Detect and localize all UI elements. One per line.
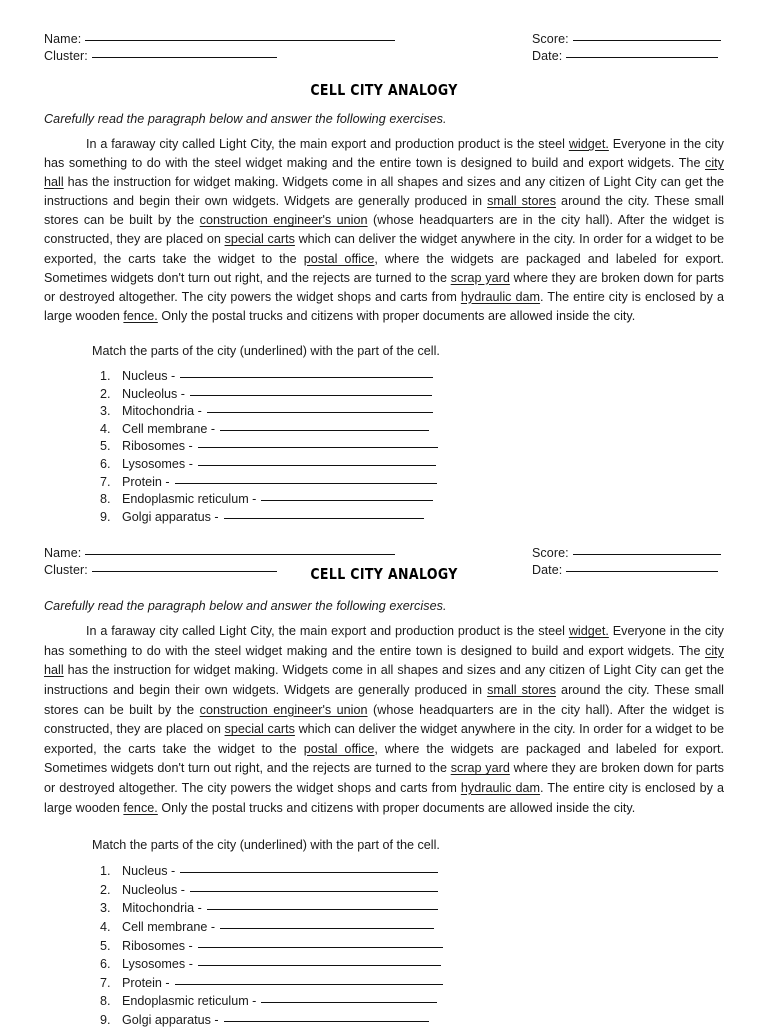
date-label-1: Date: bbox=[532, 49, 563, 63]
answer-item bbox=[100, 438, 724, 456]
answer-item bbox=[100, 974, 724, 993]
score-label-2: Score: bbox=[532, 546, 569, 561]
answer-item bbox=[100, 918, 724, 937]
answer-item-label: Nucleus - bbox=[122, 368, 176, 383]
key-term: scrap yard bbox=[450, 761, 510, 776]
answer-item-input[interactable] bbox=[224, 1021, 429, 1022]
answer-item-number: 9. bbox=[100, 1012, 111, 1027]
score-field-row-2 bbox=[532, 545, 724, 562]
paragraph-text: where they are broken down for parts or destroyed altogether. The city powers the widget shops and carts from bbox=[44, 761, 724, 796]
key-term: construction engineer's union bbox=[199, 702, 368, 717]
answer-item bbox=[100, 992, 724, 1011]
answer-item-input[interactable] bbox=[198, 447, 438, 448]
answer-item-input[interactable] bbox=[207, 909, 438, 910]
answer-item-input[interactable] bbox=[220, 430, 429, 431]
answer-item-input[interactable] bbox=[180, 872, 438, 873]
answer-item-input[interactable] bbox=[224, 518, 424, 519]
paragraph-text: around the city. These small stores can be built by the bbox=[44, 683, 725, 717]
match-instruction-1: Match the parts of the city (underlined) with the part of the cell. bbox=[92, 343, 440, 358]
paragraph-text: Only the postal trucks and citizens with proper documents are allowed inside the city. bbox=[157, 800, 636, 815]
answer-item-number: 9. bbox=[100, 509, 111, 524]
answer-item-label: Mitochondria - bbox=[122, 404, 202, 419]
key-term: construction engineer's union bbox=[199, 213, 368, 228]
instruction-text-2: Carefully read the paragraph below and answer the following exercises. bbox=[44, 599, 447, 614]
answer-item-input[interactable] bbox=[198, 965, 441, 966]
answer-item-label: Lysosomes - bbox=[122, 957, 193, 972]
cluster-label-1: Cluster: bbox=[44, 49, 88, 63]
answer-item-input[interactable] bbox=[261, 500, 433, 501]
paragraph-text: Everyone in the city has something to do with the steel widget making and the entire town is designed to build and export widgets. The bbox=[44, 137, 724, 171]
cluster-field-row-1 bbox=[44, 48, 452, 65]
answer-item-input[interactable] bbox=[175, 984, 443, 985]
key-term: special carts bbox=[224, 232, 295, 247]
date-input-1[interactable] bbox=[566, 57, 718, 58]
key-term: scrap yard bbox=[450, 270, 510, 285]
paragraph-text: which can deliver the widget anywhere in the city. In order for a widget to be exported, the carts take the widget to the bbox=[44, 232, 724, 266]
answer-item bbox=[100, 509, 724, 527]
key-term: fence. bbox=[123, 308, 158, 323]
name-label-1: Name: bbox=[44, 32, 82, 46]
paragraph-text: around the city. These small stores can be built by the bbox=[44, 194, 725, 228]
answer-item-label: Protein - bbox=[122, 975, 170, 990]
answer-item-number: 1. bbox=[100, 368, 111, 383]
key-term: postal office bbox=[303, 741, 375, 756]
story-paragraph-1 bbox=[44, 135, 724, 326]
answer-item-label: Golgi apparatus - bbox=[122, 509, 219, 524]
paragraph-text: . The entire city is enclosed by a large wooden bbox=[44, 289, 724, 323]
answer-item-number: 3. bbox=[100, 404, 111, 419]
header-right-column-1 bbox=[520, 31, 724, 65]
key-term: special carts bbox=[224, 722, 295, 737]
answer-item bbox=[100, 899, 724, 918]
name-input-2[interactable] bbox=[85, 554, 395, 555]
paragraph-text: Everyone in the city has something to do with the steel widget making and the entire town is designed to build and export widgets. The bbox=[44, 624, 724, 658]
answer-item-number: 4. bbox=[100, 920, 111, 934]
answer-item-label: Endoplasmic reticulum - bbox=[122, 492, 257, 507]
answer-item-input[interactable] bbox=[190, 891, 438, 892]
paragraph-text: which can deliver the widget anywhere in the city. In order for a widget to be exported, the carts take the widget to the bbox=[44, 722, 724, 756]
paragraph-text: has the instruction for widget making. Widgets come in all shapes and sizes and any citizen of Light City can get the instructions and begin their own widgets. Widgets are generally produced in bbox=[44, 663, 724, 698]
answer-item-number: 6. bbox=[100, 456, 111, 471]
score-field-row-1 bbox=[532, 31, 724, 48]
instruction-text-1: Carefully read the paragraph below and answer the following exercises. bbox=[44, 112, 447, 126]
cluster-label-2: Cluster: bbox=[44, 563, 88, 578]
name-field-row-2 bbox=[44, 545, 452, 562]
answer-item-input[interactable] bbox=[190, 395, 432, 396]
key-term: small stores bbox=[487, 683, 557, 698]
key-term: fence. bbox=[123, 800, 158, 815]
match-instruction-2: Match the parts of the city (underlined) with the part of the cell. bbox=[92, 838, 440, 853]
answer-item-label: Nucleolus - bbox=[122, 882, 185, 897]
answer-item-number: 1. bbox=[100, 864, 111, 879]
answer-item-number: 4. bbox=[100, 421, 111, 436]
key-term: hydraulic dam bbox=[460, 289, 541, 304]
paragraph-text: (whose headquarters are in the city hall). After the widget is constructed, they are placed on bbox=[44, 702, 725, 737]
answer-item-label: Protein - bbox=[122, 474, 170, 489]
answer-item-number: 5. bbox=[100, 938, 111, 953]
answer-item-label: Ribosomes - bbox=[122, 938, 193, 953]
answer-item-number: 2. bbox=[100, 882, 111, 897]
worksheet-copy-2 bbox=[0, 526, 768, 1029]
name-field-row-1 bbox=[44, 31, 452, 48]
page-title-1: CELL CITY ANALOGY bbox=[310, 81, 458, 99]
key-term: widget. bbox=[568, 137, 609, 151]
answer-item-number: 7. bbox=[100, 474, 111, 489]
score-input-1[interactable] bbox=[573, 40, 721, 41]
answer-item-label: Cell membrane - bbox=[122, 920, 216, 934]
key-term: city hall bbox=[44, 156, 724, 190]
answer-item-number: 3. bbox=[100, 901, 111, 916]
answer-item-number: 8. bbox=[100, 994, 111, 1009]
answer-item-input[interactable] bbox=[180, 377, 433, 378]
answer-list-1 bbox=[44, 368, 724, 526]
answer-item-label: Golgi apparatus - bbox=[122, 1012, 219, 1027]
answer-item bbox=[100, 937, 724, 956]
date-label-2: Date: bbox=[532, 563, 563, 578]
header-left-column-1 bbox=[44, 31, 452, 65]
score-input-2[interactable] bbox=[573, 554, 721, 555]
answer-item bbox=[100, 403, 724, 421]
answer-item-input[interactable] bbox=[198, 465, 436, 466]
page-title-2: CELL CITY ANALOGY bbox=[310, 565, 458, 584]
paragraph-text: where they are broken down for parts or destroyed altogether. The city powers the widget shops and carts from bbox=[44, 270, 724, 304]
answer-item-label: Lysosomes - bbox=[122, 456, 193, 471]
score-label-1: Score: bbox=[532, 32, 569, 46]
paragraph-text: Only the postal trucks and citizens with proper documents are allowed inside the city. bbox=[157, 308, 636, 323]
answer-item-input[interactable] bbox=[207, 412, 433, 413]
answer-item-number: 5. bbox=[100, 439, 111, 454]
name-label-2: Name: bbox=[44, 546, 82, 561]
paragraph-text: , where the widgets are packaged and labeled for export. Sometimes widgets don't turn out right, and the rejects are turned to the bbox=[44, 741, 724, 776]
name-input-1[interactable] bbox=[85, 40, 395, 41]
paragraph-text: . The entire city is enclosed by a large wooden bbox=[44, 781, 724, 815]
answer-item bbox=[100, 955, 724, 974]
paragraph-text: In a faraway city called Light City, the main export and production product is the steel bbox=[86, 624, 569, 639]
answer-item bbox=[100, 862, 724, 881]
answer-item-number: 7. bbox=[100, 975, 111, 990]
key-term: city hall bbox=[44, 643, 724, 678]
answer-item-label: Nucleus - bbox=[122, 864, 176, 879]
answer-list-2 bbox=[44, 862, 724, 1029]
story-paragraph-2 bbox=[44, 622, 724, 818]
answer-item bbox=[100, 1011, 724, 1030]
answer-item-label: Mitochondria - bbox=[122, 901, 202, 916]
answer-item-number: 6. bbox=[100, 957, 111, 972]
answer-item bbox=[100, 421, 724, 439]
answer-item bbox=[100, 386, 724, 404]
answer-item-number: 2. bbox=[100, 386, 111, 401]
key-term: small stores bbox=[487, 194, 557, 209]
answer-item bbox=[100, 456, 724, 474]
cluster-input-1[interactable] bbox=[92, 57, 277, 58]
answer-item-input[interactable] bbox=[175, 483, 437, 484]
answer-item bbox=[100, 491, 724, 509]
paragraph-text: In a faraway city called Light City, the main export and production product is the steel bbox=[86, 137, 569, 151]
answer-item-label: Nucleolus - bbox=[122, 386, 185, 401]
key-term: widget. bbox=[568, 624, 609, 639]
header-fields-1 bbox=[44, 31, 724, 65]
answer-item bbox=[100, 881, 724, 900]
paragraph-text: , where the widgets are packaged and labeled for export. Sometimes widgets don't turn out right, and the rejects are turned to the bbox=[44, 251, 724, 285]
answer-item bbox=[100, 368, 724, 386]
answer-item-number: 8. bbox=[100, 492, 111, 507]
key-term: hydraulic dam bbox=[460, 781, 541, 796]
key-term: postal office bbox=[303, 251, 375, 266]
answer-item-label: Cell membrane - bbox=[122, 421, 216, 436]
answer-item-input[interactable] bbox=[220, 928, 434, 929]
date-field-row-1 bbox=[532, 48, 724, 65]
answer-item-input[interactable] bbox=[261, 1002, 437, 1003]
answer-item bbox=[100, 474, 724, 492]
paragraph-text: (whose headquarters are in the city hall). After the widget is constructed, they are placed on bbox=[44, 213, 725, 247]
answer-item-input[interactable] bbox=[198, 947, 443, 948]
paragraph-text: has the instruction for widget making. Widgets come in all shapes and sizes and any citizen of Light City can get the instructions and begin their own widgets. Widgets are generally produced in bbox=[44, 175, 724, 209]
answer-item-label: Endoplasmic reticulum - bbox=[122, 994, 257, 1009]
answer-item-label: Ribosomes - bbox=[122, 439, 193, 454]
